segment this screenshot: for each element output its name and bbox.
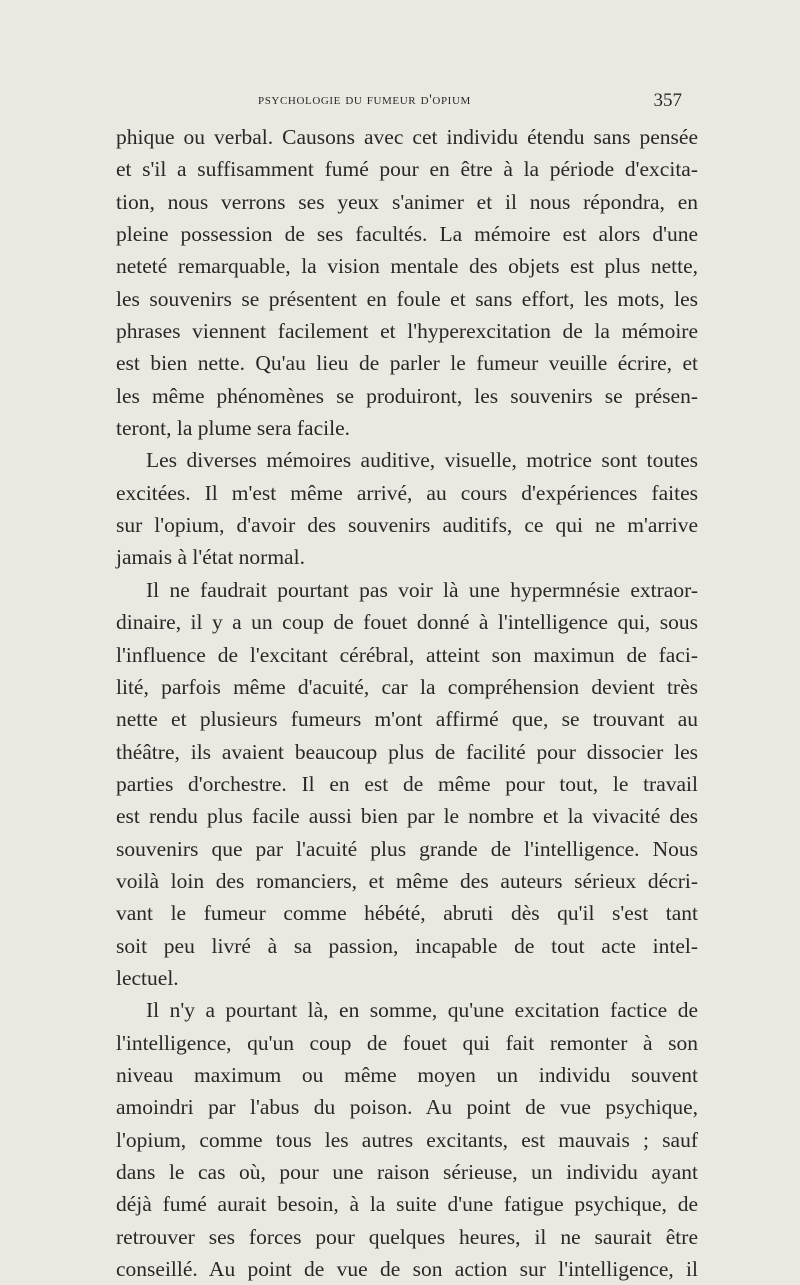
text-line: phrases viennent facilement et l'hyperexcitation de la mémoire bbox=[116, 319, 698, 344]
text-line: jamais à l'état normal. bbox=[116, 545, 305, 570]
text-line: et s'il a suffisamment fumé pour en être à la période d'excita- bbox=[116, 157, 698, 182]
text-line: Il ne faudrait pourtant pas voir là une hypermnésie extraor- bbox=[146, 577, 698, 602]
text-line: les même phénomènes se produiront, les souvenirs se présen- bbox=[116, 383, 698, 408]
text-line: voilà loin des romanciers, et même des auteurs sérieux décri- bbox=[116, 868, 698, 893]
text-line: lité, parfois même d'acuité, car la compréhension devient très bbox=[116, 674, 698, 699]
text-line: phique ou verbal. Causons avec cet individu étendu sans pensée bbox=[116, 125, 698, 149]
text-line: niveau maximum ou même moyen un individu souvent bbox=[116, 1062, 698, 1087]
text-line: dinaire, il y a un coup de fouet donné à l'intelligence qui, sous bbox=[116, 610, 698, 635]
text-line: pleine possession de ses facultés. La mémoire est alors d'une bbox=[116, 222, 698, 247]
text-line: est bien nette. Qu'au lieu de parler le fumeur veuille écrire, et bbox=[116, 351, 698, 376]
text-line: teront, la plume sera facile. bbox=[116, 416, 351, 441]
body-text bbox=[116, 121, 698, 1285]
text-line: nette et plusieurs fumeurs m'ont affirmé que, se trouvant au bbox=[116, 707, 698, 732]
text-line: l'intelligence, qu'un coup de fouet qui fait remonter à son bbox=[116, 1030, 698, 1055]
text-line: neteté remarquable, la vision mentale des objets est plus nette, bbox=[116, 254, 698, 279]
page-header bbox=[116, 90, 682, 114]
text-line: conseillé. Au point de vue de son action sur l'intelligence, il bbox=[116, 1257, 698, 1282]
text-line: souvenirs que par l'acuité plus grande de l'intelligence. Nous bbox=[116, 836, 698, 861]
text-line: l'influence de l'excitant cérébral, atteint son maximun de faci- bbox=[116, 642, 698, 667]
text-line: lectuel. bbox=[116, 965, 179, 990]
text-line: soit peu livré à sa passion, incapable de tout acte intel- bbox=[116, 933, 698, 958]
text-line: est rendu plus facile aussi bien par le nombre et la vivacité des bbox=[116, 804, 698, 829]
text-line: excitées. Il m'est même arrivé, au cours d'expériences faites bbox=[116, 480, 698, 505]
text-line: Les diverses mémoires auditive, visuelle, motrice sont toutes bbox=[146, 448, 698, 473]
text-line: parties d'orchestre. Il en est de même pour tout, le travail bbox=[116, 771, 698, 796]
text-line: sur l'opium, d'avoir des souvenirs auditifs, ce qui ne m'arrive bbox=[116, 513, 698, 538]
text-line: l'opium, comme tous les autres excitants, est mauvais ; sauf bbox=[116, 1127, 698, 1152]
text-line: Il n'y a pourtant là, en somme, qu'une excitation factice de bbox=[146, 998, 698, 1023]
text-line: théâtre, ils avaient beaucoup plus de facilité pour dissocier les bbox=[116, 739, 698, 764]
text-line: amoindri par l'abus du poison. Au point de vue psychique, bbox=[116, 1095, 698, 1120]
text-line: déjà fumé aurait besoin, à la suite d'une fatigue psychique, de bbox=[116, 1192, 698, 1217]
text-line: tion, nous verrons ses yeux s'animer et il nous répondra, en bbox=[116, 189, 698, 214]
running-title: psychologie du fumeur d'opium bbox=[258, 92, 471, 108]
text-line: dans le cas où, pour une raison sérieuse, un individu ayant bbox=[116, 1160, 698, 1184]
text-line: vant le fumeur comme hébété, abruti dès qu'il s'est tant bbox=[116, 901, 698, 926]
text-line: retrouver ses forces pour quelques heures, il ne saurait être bbox=[116, 1224, 698, 1249]
page-number: 357 bbox=[653, 90, 682, 111]
text-line: les souvenirs se présentent en foule et sans effort, les mots, les bbox=[116, 286, 698, 311]
